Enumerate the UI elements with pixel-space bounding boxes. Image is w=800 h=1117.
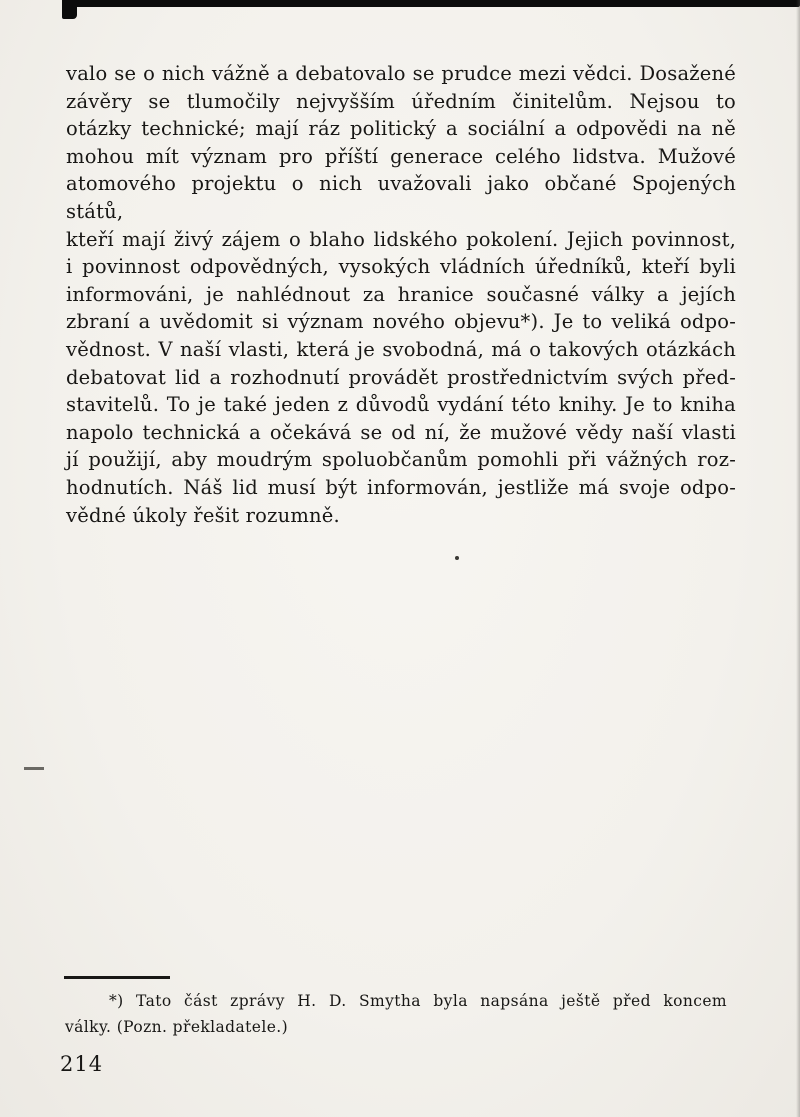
body-line: závěry se tlumočily nejvyšším úředním činitelům. Nejsou to (66, 89, 736, 113)
body-line: hodnutích. Náš lid musí být informován, jestliže má svoje odpo- (66, 475, 736, 499)
body-line: i povinnost odpovědných, vysokých vládních úředníků, kteří byli (66, 255, 736, 279)
scan-dot-artifact (455, 556, 459, 560)
body-line: mohou mít význam pro příští generace celého lidstva. Mužové (66, 144, 736, 168)
body-line: debatovat lid a rozhodnutí provádět prostřednictvím svých před- (66, 365, 736, 389)
body-line: stavitelů. To je také jeden z důvodů vydání této knihy. Je to kniha (66, 393, 736, 417)
page-number: 214 (60, 1052, 104, 1076)
footnote (65, 988, 727, 1040)
body-line: jí použijí, aby moudrým spoluobčanům pomohli při vážných roz- (66, 448, 736, 472)
body-line: vědnost. V naší vlasti, která je svobodná, má o takových otázkách (66, 337, 736, 361)
scan-right-edge-shadow (796, 0, 800, 1117)
footnote-line: *) Tato část zprávy H. D. Smytha byla napsána ještě před koncem (109, 992, 727, 1010)
scan-margin-dash-artifact (24, 767, 44, 770)
footnote-separator-rule (64, 976, 170, 979)
body-paragraph (66, 60, 736, 529)
scan-corner-artifact (62, 0, 77, 19)
body-line: otázky technické; mají ráz politický a sociální a odpovědi na ně (66, 117, 736, 141)
body-line: zbraní a uvědomit si význam nového objevu*). Je to veliká odpo- (66, 310, 736, 334)
body-line: atomového projektu o nich uvažovali jako občané Spojených států, (66, 172, 736, 223)
body-line-last: vědné úkoly řešit rozumně. (66, 503, 340, 527)
scan-top-edge-artifact (62, 0, 800, 7)
body-line: napolo technická a očekává se od ní, že mužové vědy naší vlasti (66, 420, 736, 444)
body-line: valo se o nich vážně a debatovalo se prudce mezi vědci. Dosažené (66, 62, 736, 85)
body-line: kteří mají živý zájem o blaho lidského pokolení. Jejich povinnost, (66, 227, 736, 251)
footnote-line: války. (Pozn. překladatele.) (65, 1018, 289, 1036)
body-line: informováni, je nahlédnout za hranice současné války a jejích (66, 282, 736, 306)
